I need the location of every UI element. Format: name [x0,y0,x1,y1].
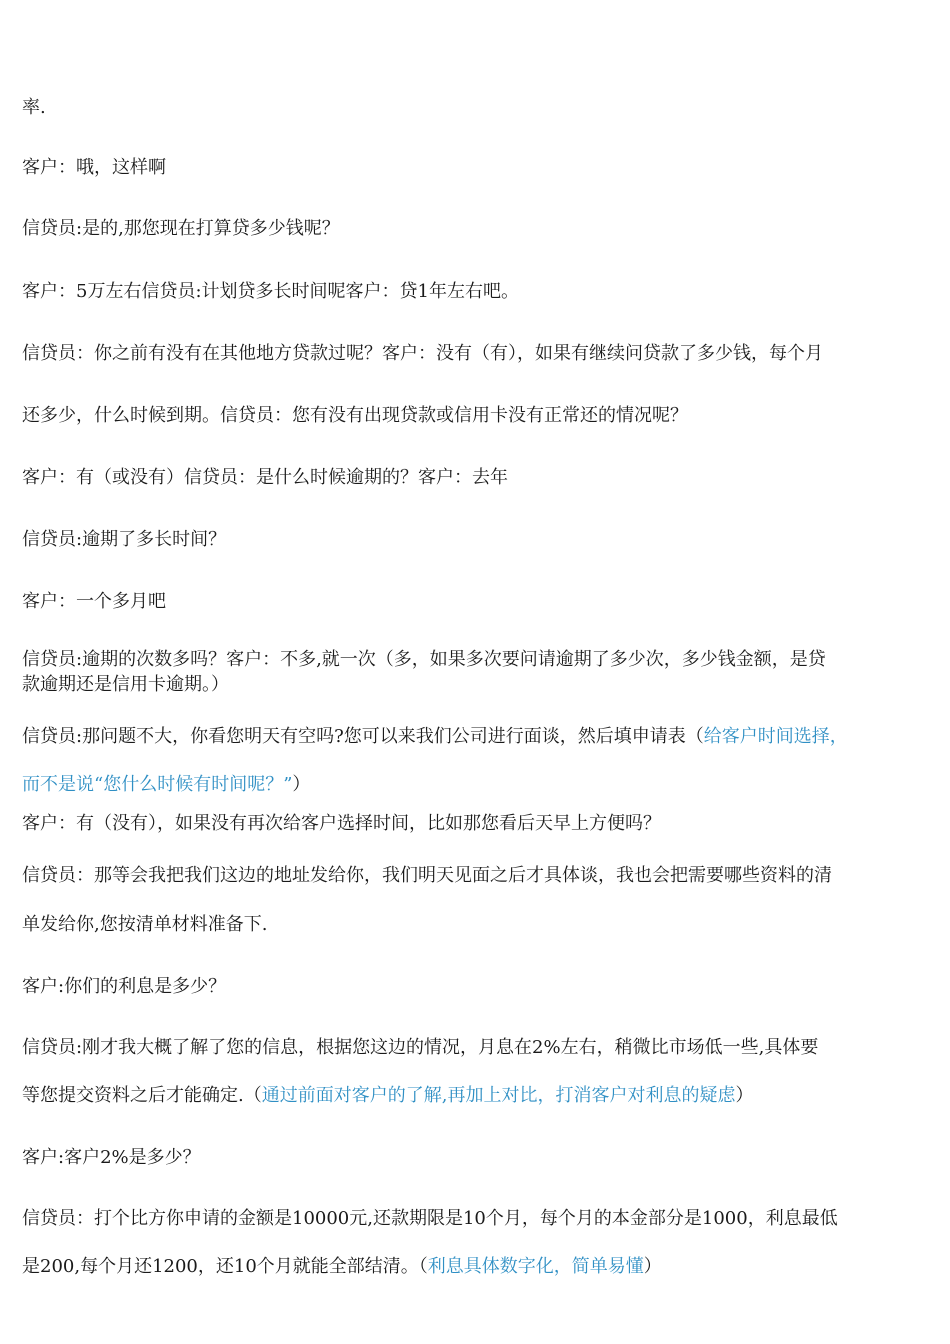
text-line: 客户：有（或没有）信贷员：是什么时候逾期的？客户：去年 [22,467,508,488]
text-line: 信贷员:逾期了多长时间？ [22,529,227,550]
text-line: 客户:客户2%是多少？ [22,1147,201,1168]
text-line: 信贷员:逾期的次数多吗？客户：不多,就一次（多，如果多次要问请逾期了多少次，多少钱金额，是贷 [22,649,826,670]
text-line: 客户:你们的利息是多少？ [22,976,227,997]
text-line: 客户：哦，这样啊 [22,157,166,178]
text-line: 客户：一个多月吧 [22,591,166,612]
text-line: 信贷员：那等会我把我们这边的地址发给你，我们明天见面之后才具体谈，我也会把需要哪些资料的清 [22,865,832,886]
highlight-note: 而不是说“您什么时候有时间呢？” [22,774,293,795]
text-line: 客户：5万左右信贷员:计划贷多长时间呢客户：贷1年左右吧。 [22,281,519,302]
text-line: 信贷员：打个比方你申请的金额是10000元,还款期限是10个月，每个月的本金部分是1000，利息最低 [22,1208,838,1229]
text-line: 信贷员：你之前有没有在其他地方贷款过呢？客户：没有（有），如果有继续问贷款了多少钱，每个月 [22,343,823,364]
text-line: 还多少，什么时候到期。信贷员：您有没有出现贷款或信用卡没有正常还的情况呢？ [22,405,688,426]
highlight-note: 通过前面对客户的了解,再加上对比，打消客户对利息的疑虑 [261,1085,736,1106]
text-line: 等您提交资料之后才能确定.（通过前面对客户的了解,再加上对比，打消客户对利息的疑虑） [22,1085,754,1106]
highlight-note: 给客户时间选择， [703,726,848,747]
text-line: 信贷员:刚才我大概了解了您的信息，根据您这边的情况，月息在2%左右，稍微比市场低一些,具体要 [22,1037,819,1058]
text-line: 信贷员:那问题不大，你看您明天有空吗?您可以来我们公司进行面谈，然后填申请表（给客户时间选择， [22,726,848,747]
text-line: 单发给你,您按清单材料准备下. [22,914,268,935]
text-line: 是200,每个月还1200，还10个月就能全部结清。（利息具体数字化，简单易懂） [22,1256,662,1277]
text-line: 信贷员:是的,那您现在打算贷多少钱呢？ [22,218,340,239]
text-line: 客户：有（没有），如果没有再次给客户选择时间，比如那您看后天早上方便吗？ [22,813,661,834]
text-line: 率. [22,97,46,118]
text-line: 款逾期还是信用卡逾期。） [22,674,229,695]
highlight-note: 利息具体数字化，简单易懂 [427,1256,644,1277]
text-line: 而不是说“您什么时候有时间呢？”） [22,774,311,795]
